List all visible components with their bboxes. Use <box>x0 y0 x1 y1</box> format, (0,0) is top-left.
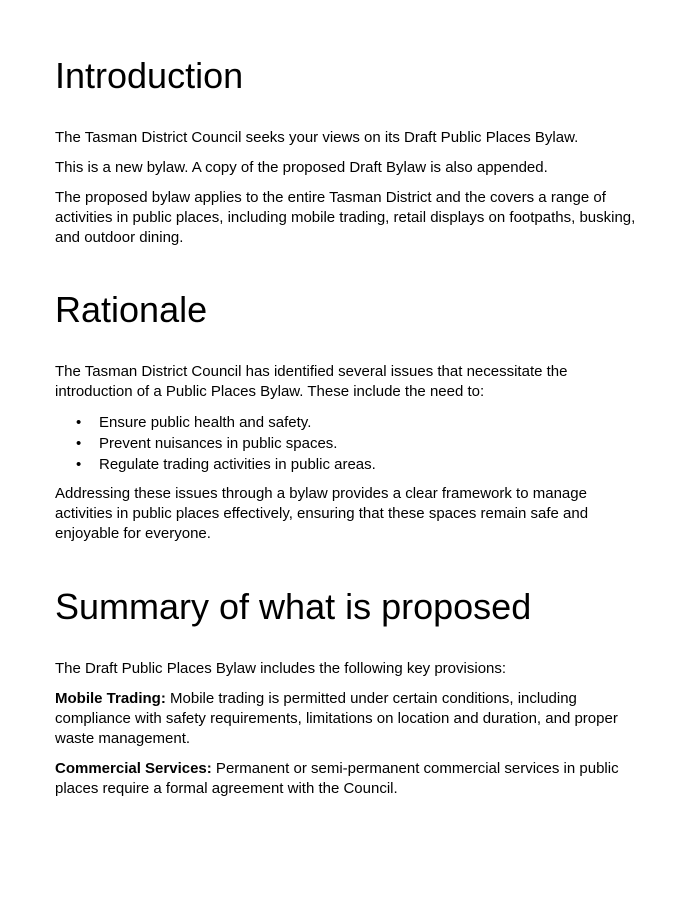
provision-term: Mobile Trading: <box>55 690 166 707</box>
list-item-text: Regulate trading activities in public areas. <box>99 456 376 473</box>
introduction-paragraph-3: The proposed bylaw applies to the entire Tasman District and the covers a range of activities in public places, including mobile trading, retail displays on footpaths, busking, and outdoor dining. <box>55 189 636 246</box>
bullet-icon: • <box>76 456 82 473</box>
list-item-text: Ensure public health and safety. <box>99 414 312 431</box>
rationale-paragraph-1: The Tasman District Council has identified several issues that necessitate the introduction of a Public Places Bylaw. These include the need to: <box>55 363 568 400</box>
provision-text: Permanent or semi-permanent commercial services in public places require a formal agreement with the Council. <box>55 760 619 797</box>
introduction-paragraph-1: The Tasman District Council seeks your views on its Draft Public Places Bylaw. <box>55 129 579 146</box>
bullet-icon: • <box>76 435 82 452</box>
introduction-paragraph-2: This is a new bylaw. A copy of the proposed Draft Bylaw is also appended. <box>55 159 548 176</box>
provision-mobile-trading <box>55 689 640 749</box>
provision-text: Mobile trading is permitted under certain conditions, including compliance with safety requirements, limitations on location and duration, and proper waste management. <box>55 690 618 747</box>
summary-paragraph-1: The Draft Public Places Bylaw includes the following key provisions: <box>55 660 507 677</box>
rationale-bullet-list <box>55 412 640 475</box>
list-item <box>55 412 640 433</box>
summary-heading: Summary of what is proposed <box>55 586 532 627</box>
rationale-heading: Rationale <box>55 289 208 330</box>
bullet-icon: • <box>76 414 82 431</box>
provision-commercial-services <box>55 759 640 799</box>
list-item <box>55 454 640 475</box>
rationale-paragraph-2: Addressing these issues through a bylaw provides a clear framework to manage activities in public places effectively, ensuring that these spaces remain safe and enjoyable for everyone. <box>55 485 589 542</box>
provision-term: Commercial Services: <box>55 760 212 777</box>
list-item-text: Prevent nuisances in public spaces. <box>99 435 338 452</box>
list-item <box>55 433 640 454</box>
introduction-heading: Introduction <box>55 55 244 96</box>
